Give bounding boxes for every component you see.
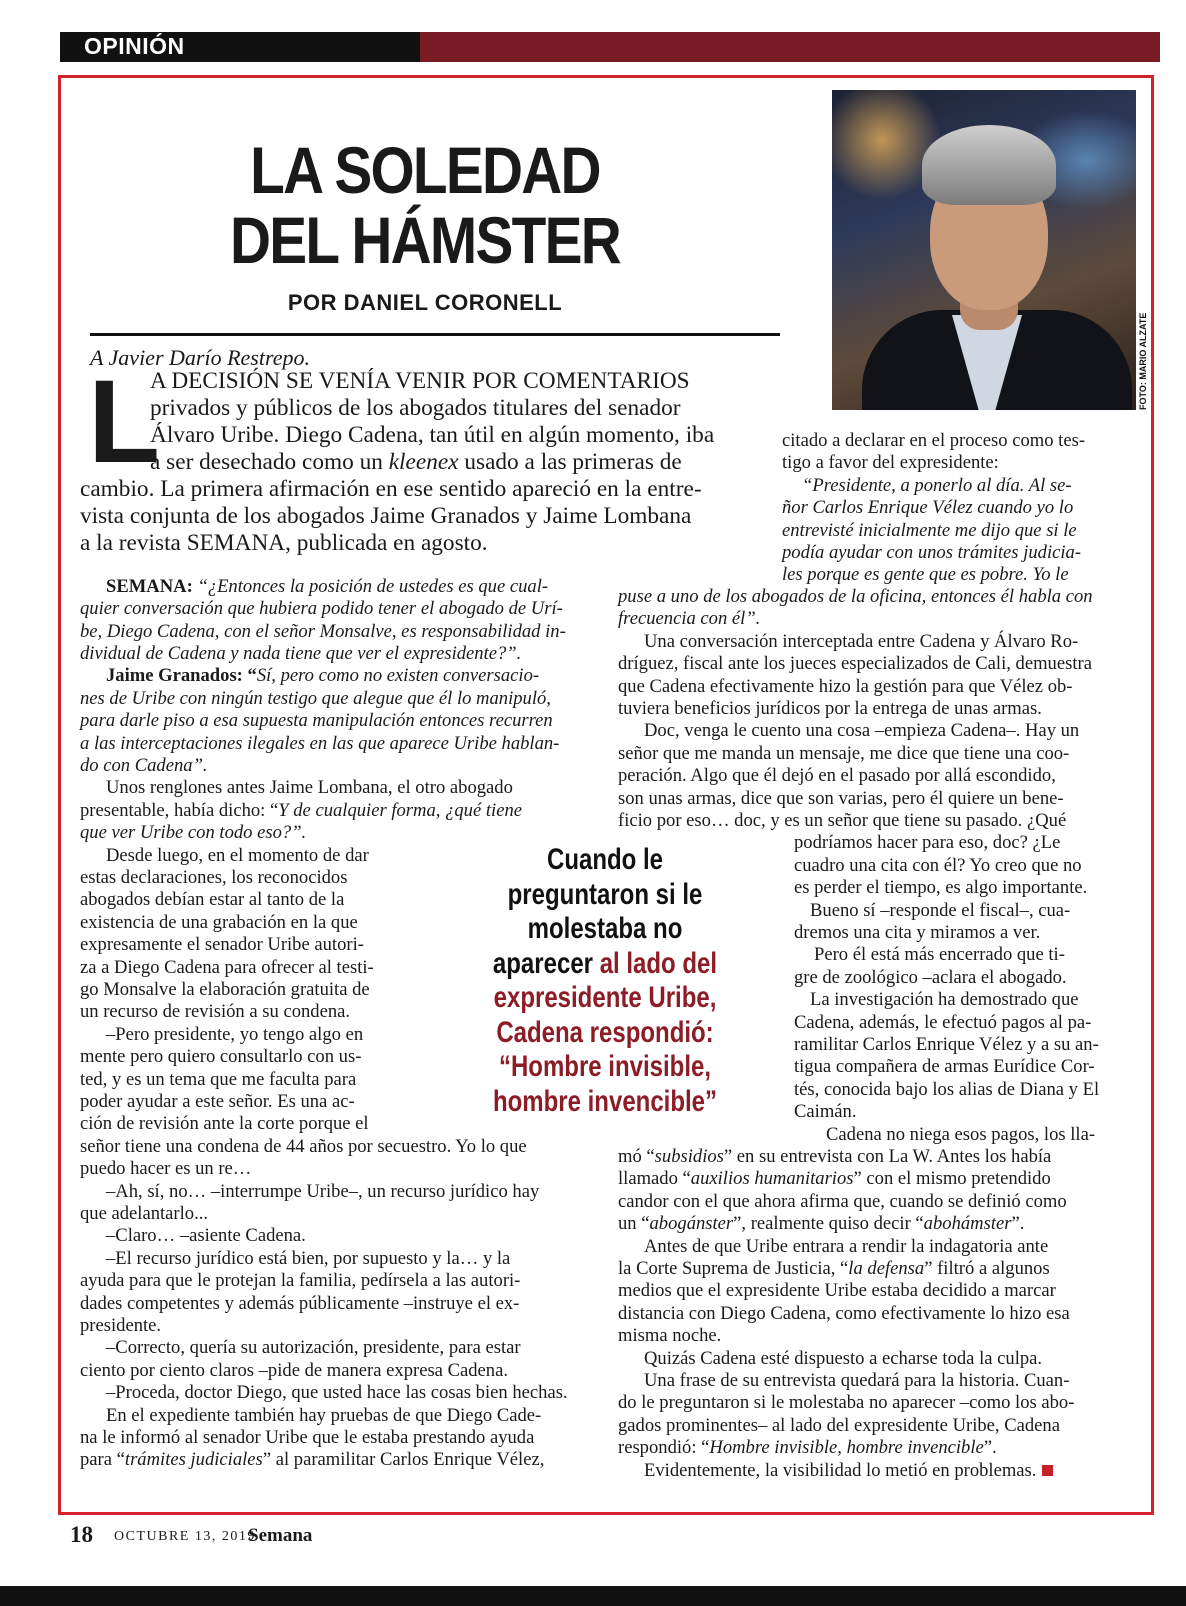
body-line: llamado “auxilios humanitarios” con el mismo pretendido [618, 1168, 1051, 1189]
body-line: presentable, había dicho: “Y de cualquier forma, ¿qué tiene [80, 800, 522, 821]
body-line: frecuencia con él”. [618, 608, 761, 629]
page-number: 18 [70, 1522, 93, 1547]
body-line: dividual de Cadena y nada tiene que ver el expresidente?”. [80, 643, 522, 664]
body-line: que ver Uribe con todo eso?”. [80, 822, 307, 843]
body-line: les porque es gente que es pobre. Yo le [782, 564, 1069, 585]
body-line: ayuda para que le protejan la familia, pedírsela a las autori- [80, 1270, 521, 1291]
lede-line: a ser desechado como un kleenex usado a las primeras de [150, 449, 682, 475]
title-line-1: LA SOLEDAD [250, 133, 600, 207]
body-line: son unas armas, dice que son varias, pero él quiere un bene- [618, 788, 1064, 809]
body-line: Doc, venga le cuento una cosa –empieza Cadena–. Hay un [644, 720, 1080, 741]
body-line: respondió: “Hombre invisible, hombre invencible”. [618, 1437, 997, 1458]
body-line: medios que el expresidente Uribe estaba decidido a marcar [618, 1280, 1056, 1301]
body-line: Bueno sí –responde el fiscal–, cua- [810, 900, 1071, 921]
body-line: estas declaraciones, los reconocidos [80, 867, 348, 888]
body-line: Quizás Cadena esté dispuesto a echarse toda la culpa. [644, 1348, 1043, 1369]
body-line: es perder el tiempo, es algo importante. [794, 877, 1088, 898]
end-mark [1042, 1465, 1053, 1476]
body-line: do con Cadena”. [80, 755, 208, 776]
body-line: Jaime Granados: “Sí, pero como no existen conversacio- [106, 665, 540, 686]
body-line: Una frase de su entrevista quedará para la historia. Cuan- [644, 1370, 1070, 1391]
body-line: misma noche. [618, 1325, 722, 1346]
scan-edge-band [0, 1586, 1186, 1606]
body-line: dremos una cita y miramos a ver. [794, 922, 1041, 943]
body-line: puedo hacer es un re… [80, 1158, 252, 1179]
lede-line: a la revista SEMANA, publicada en agosto. [80, 530, 488, 556]
body-line: “Presidente, a ponerlo al día. Al se- [802, 475, 1072, 496]
body-line: dríguez, fiscal ante los jueces especializados de Cali, demuestra [618, 653, 1092, 674]
body-line: distancia con Diego Cadena, como efectivamente lo hizo esa [618, 1303, 1070, 1324]
issue-date: OCTUBRE 13, 2019 [114, 1529, 256, 1544]
body-line: tigo a favor del expresidente: [782, 452, 999, 473]
pull-quote-line: Cuando le [546, 843, 663, 876]
body-line: que Cadena efectivamente hizo la gestión para que Vélez ob- [618, 676, 1073, 697]
body-line: –El recurso jurídico está bien, por supuesto y la… y la [106, 1248, 511, 1269]
lede-line: privados y públicos de los abogados titulares del senador [150, 395, 681, 421]
lede-line: cambio. La primera afirmación en ese sentido apareció en la entre- [80, 476, 702, 502]
body-line: –Pero presidente, yo tengo algo en [106, 1024, 364, 1045]
body-line: tés, conocida bajo los alias de Diana y El [794, 1079, 1100, 1100]
body-line: gados prominentes– al lado del expresidente Uribe, Cadena [618, 1415, 1060, 1436]
body-line: mente pero quiero consultarlo con us- [80, 1046, 362, 1067]
lede-line: A DECISIÓN SE VENÍA VENIR POR COMENTARIOS [150, 368, 690, 394]
body-line: podríamos hacer para eso, doc? ¿Le [794, 832, 1061, 853]
body-line: Cadena no niega esos pagos, los lla- [826, 1124, 1096, 1145]
body-line: ramilitar Carlos Enrique Vélez y a su an- [794, 1034, 1099, 1055]
body-line: ñor Carlos Enrique Vélez cuando yo lo [782, 497, 1074, 518]
body-line: –Correcto, quería su autorización, presidente, para estar [106, 1337, 521, 1358]
body-line: ficio por eso… doc, y es un señor que tiene su pasado. ¿Qué [618, 810, 1067, 831]
body-line: za a Diego Cadena para ofrecer al testi- [80, 957, 374, 978]
body-line: podía ayudar con unos trámites judicia- [782, 542, 1082, 563]
pull-quote-line: Cadena respondió: [496, 1015, 714, 1049]
body-line: –Proceda, doctor Diego, que usted hace las cosas bien hechas. [106, 1382, 568, 1403]
byline: POR DANIEL CORONELL [287, 290, 563, 315]
body-line: do le preguntaron si le molestaba no aparecer –como los abo- [618, 1392, 1075, 1413]
body-line: señor tiene una condena de 44 años por secuestro. Yo lo que [80, 1136, 527, 1157]
body-line: existencia de una grabación en la que [80, 912, 358, 933]
body-line: na le informó al senador Uribe que le estaba prestando ayuda [80, 1427, 535, 1448]
title-line-2: DEL HÁMSTER [229, 203, 620, 277]
article-title [128, 135, 721, 275]
drop-cap: L [88, 356, 161, 488]
body-line: tuviera beneficios jurídicos por la entrega de unas armas. [618, 698, 1042, 719]
lede-line: vista conjunta de los abogados Jaime Granados y Jaime Lombana [80, 503, 692, 529]
body-line: a las interceptaciones ilegales en las que aparece Uribe hablan- [80, 733, 560, 754]
section-bar-red [420, 32, 1160, 62]
body-line: para “trámites judiciales” al paramilitar Carlos Enrique Vélez, [80, 1449, 545, 1470]
pull-quote-line: expresidente Uribe, [493, 981, 717, 1014]
body-line: presidente. [80, 1315, 162, 1336]
body-line: tigua compañera de armas Eurídice Cor- [794, 1056, 1095, 1077]
body-line: citado a declarar en el proceso como tes- [782, 430, 1086, 451]
body-line: Antes de que Uribe entrara a rendir la indagatoria ante [644, 1236, 1049, 1257]
author-photo [832, 90, 1136, 410]
pull-quote [477, 843, 733, 1119]
body-line: Pero él está más encerrado que ti- [814, 944, 1065, 965]
body-line: Unos renglones antes Jaime Lombana, el otro abogado [106, 777, 513, 798]
photo-credit: FOTO: MARIO ALZATE [1138, 312, 1148, 410]
body-line: entrevisté inicialmente me dijo que si le [782, 520, 1077, 541]
section-label: OPINIÓN [84, 33, 185, 59]
body-line: Cadena, además, le efectuó pagos al pa- [794, 1012, 1092, 1033]
body-line: be, Diego Cadena, con el señor Monsalve, es responsabilidad in- [80, 621, 566, 642]
dedication: A Javier Darío Restrepo. [90, 345, 310, 370]
body-line: mó “subsidios” en su entrevista con La W. Antes los había [618, 1146, 1052, 1167]
body-line: puse a uno de los abogados de la oficina, entonces él habla con [618, 586, 1093, 607]
body-line: dades competentes y además públicamente –instruye el ex- [80, 1293, 520, 1314]
body-line: –Claro… –asiente Cadena. [106, 1225, 306, 1246]
body-line: un “abogánster”, realmente quiso decir “abohámster”. [618, 1213, 1025, 1234]
body-line: que adelantarlo... [80, 1203, 209, 1224]
body-line: La investigación ha demostrado que [810, 989, 1079, 1010]
body-line: ción de revisión ante la corte porque el [80, 1113, 369, 1134]
body-line: poder ayudar a este señor. Es una ac- [80, 1091, 355, 1112]
body-line: Una conversación interceptada entre Cadena y Álvaro Ro- [644, 631, 1079, 652]
body-line: Caimán. [794, 1101, 857, 1122]
pull-quote-line: “Hombre invisible, [498, 1050, 712, 1083]
body-line: Desde luego, en el momento de dar [106, 845, 369, 866]
body-line: nes de Uribe con ningún testigo que alegue que él lo manipuló, [80, 688, 551, 709]
body-line: Evidentemente, la visibilidad lo metió en problemas. [644, 1460, 1053, 1482]
body-line: quier conversación que hubiera podido tener el abogado de Urí- [80, 598, 563, 619]
title-rule [90, 333, 780, 336]
body-line: En el expediente también hay pruebas de que Diego Cade- [106, 1405, 542, 1426]
pull-quote-line: aparecer al lado del [492, 946, 718, 980]
pull-quote-line: molestaba no [527, 912, 683, 945]
body-line: un recurso de revisión a su condena. [80, 1001, 351, 1022]
magazine-name: Semana [248, 1525, 313, 1546]
section-header-bar [60, 32, 1160, 62]
body-line: ciento por ciento claros –pide de manera expresa Cadena. [80, 1360, 508, 1381]
body-line: señor que me manda un mensaje, me dice que tiene una coo- [618, 743, 1070, 764]
body-line: candor con el que ahora afirma que, cuando se definió como [618, 1191, 1067, 1212]
body-line: expresamente el senador Uribe autori- [80, 934, 364, 955]
body-line: la Corte Suprema de Justicia, “la defensa” filtró a algunos [618, 1258, 1050, 1279]
body-line: para darle piso a esa supuesta manipulación entonces recurren [80, 710, 553, 731]
body-line: cuadro una cita con él? Yo creo que no [794, 855, 1082, 876]
body-line: go Monsalve la elaboración gratuita de [80, 979, 370, 1000]
pull-quote-line: hombre invencible” [492, 1084, 718, 1118]
body-line: abogados debían estar al tanto de la [80, 889, 345, 910]
lede-line: Álvaro Uribe. Diego Cadena, tan útil en algún momento, iba [150, 422, 715, 448]
body-line: ted, y es un tema que me faculta para [80, 1069, 357, 1090]
pull-quote-line: preguntaron si le [507, 877, 703, 911]
body-line: SEMANA: “¿Entonces la posición de ustedes es que cual- [106, 576, 549, 597]
body-line: –Ah, sí, no… –interrumpe Uribe–, un recurso jurídico hay [106, 1181, 540, 1202]
body-line: gre de zoológico –aclara el abogado. [794, 967, 1067, 988]
body-line: peración. Algo que él dejó en el pasado por allá escondido, [618, 765, 1056, 786]
